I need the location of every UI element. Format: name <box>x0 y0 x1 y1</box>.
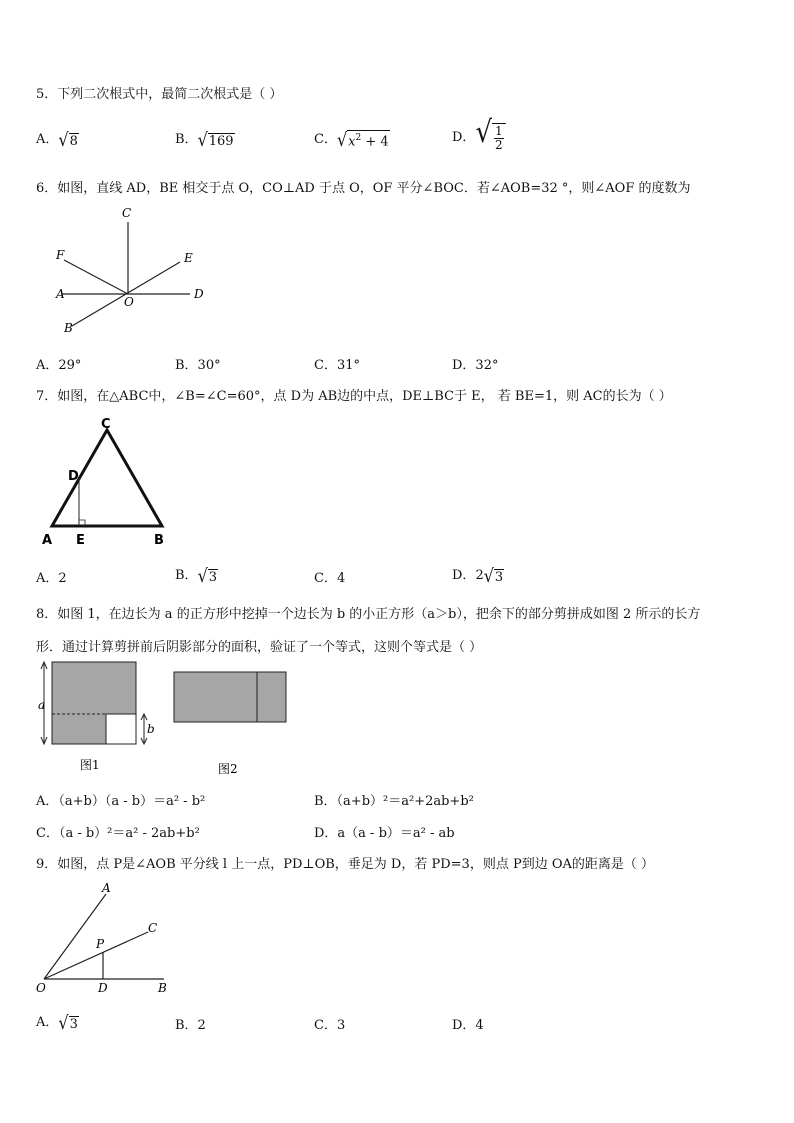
label-c: C <box>101 417 111 432</box>
q8-option-c: C．（a - b）²＝a² - 2ab+b² <box>36 826 200 841</box>
label-o: O <box>124 295 134 309</box>
label-d: D <box>68 469 79 484</box>
sqrt-3: √3 <box>197 564 218 587</box>
sqrt-x2-plus-4: $√x^2 + 4$ <box>336 128 389 151</box>
q9-option-b: B．2 <box>175 1018 206 1033</box>
q5-d-num: 1 <box>495 123 503 138</box>
q7-option-d-coef: 2 <box>475 568 484 583</box>
q5-option-d <box>452 115 506 153</box>
label-fig1: 图1 <box>80 758 100 772</box>
q7-option-c: C．4 <box>314 571 346 586</box>
q7-option-d <box>452 564 504 585</box>
sqrt-3-arg: 3 <box>69 1017 78 1032</box>
q7-option-d-label: D． <box>452 568 476 583</box>
q9-figure <box>30 878 180 998</box>
sqrt-3: √3 <box>483 564 504 587</box>
label-c: C <box>148 921 158 935</box>
label-e: E <box>76 533 85 548</box>
sqrt-3-arg: 3 <box>208 570 218 585</box>
q6-option-a: A．29° <box>36 358 82 373</box>
q7-stem: 7．如图，在△ABC中，∠B=∠C=60°，点 D为 AB边的中点，DE⊥BC于 E， 若 BE=1，则 AC的长为（ ） <box>36 389 672 404</box>
sqrt-3-arg: 3 <box>494 570 504 585</box>
label-o: O <box>36 981 46 995</box>
label-e: E <box>184 251 193 265</box>
q9-option-d: D．4 <box>452 1018 484 1033</box>
q6-option-c: C．31° <box>314 358 360 373</box>
q5-stem: 5．下列二次根式中，最简二次根式是（ ） <box>36 87 283 102</box>
label-d: D <box>98 981 108 995</box>
q9-stem: 9．如图，点 P是∠AOB 平分线 l 上一点，PD⊥OB，垂足为 D，若 PD=3，则点 P到边 OA的距离是（ ） <box>36 857 655 872</box>
label-c: C <box>122 206 132 220</box>
q5-c-rest: + 4 <box>361 134 389 150</box>
q8-stem-line2: 形．通过计算剪拼前后阴影部分的面积，验证了一个等式，这则个等式是（ ） <box>36 640 483 655</box>
q7-option-a: A．2 <box>36 571 67 586</box>
q8-option-b: B．（a+b）²＝a²+2ab+b² <box>314 794 474 809</box>
q5-c-var: x <box>348 134 356 150</box>
small-square <box>106 714 136 744</box>
q5-option-c <box>314 128 390 149</box>
q8-option-d: D．a（a - b）＝a² - ab <box>314 826 455 841</box>
sqrt-169: √169 <box>197 128 234 151</box>
q8-option-a: A．（a+b）（a - b）＝a² - b² <box>36 794 206 809</box>
q5-option-b <box>175 128 235 149</box>
q7-figure <box>38 414 178 550</box>
q6-stem: 6．如图，直线 AD，BE 相交于点 O，CO⊥AD 于点 O，OF 平分∠BOC．若∠AOB=32 °，则∠AOF 的度数为 <box>36 181 691 196</box>
sqrt-169-arg: 169 <box>208 134 234 149</box>
label-b: B <box>158 981 167 995</box>
rectangle <box>174 672 286 722</box>
q6-option-d: D．32° <box>452 358 499 373</box>
label-f: F <box>56 248 65 262</box>
sqrt-8: √8 <box>58 128 78 151</box>
q7-option-b-label: B． <box>175 568 198 583</box>
label-a: A <box>56 287 65 301</box>
label-a: A <box>102 881 111 895</box>
q9-option-a <box>36 1011 79 1032</box>
label-a: A <box>42 533 53 548</box>
label-b: B <box>154 533 164 548</box>
q8-figure-1 <box>30 658 160 778</box>
q5-option-a-label: A． <box>36 132 59 147</box>
sqrt-half: √ $\frac{1}{2}$ <box>475 118 505 153</box>
label-b: B <box>64 321 73 335</box>
q5-option-a <box>36 128 79 149</box>
q6-figure <box>50 202 220 342</box>
q5-option-c-label: C． <box>314 132 337 147</box>
q9-option-a-label: A． <box>36 1015 59 1030</box>
label-fig2: 图2 <box>218 762 238 776</box>
q8-figure-2 <box>170 668 294 780</box>
q9-option-c: C．3 <box>314 1018 346 1033</box>
sqrt-8-arg: 8 <box>69 134 78 149</box>
q7-option-b <box>175 564 218 585</box>
q5-option-d-label: D． <box>452 129 476 145</box>
q5-option-b-label: B． <box>175 132 198 147</box>
label-p: P <box>96 937 105 951</box>
label-a: a <box>38 698 46 712</box>
q8-stem-line1: 8．如图 1，在边长为 a 的正方形中挖掉一个边长为 b 的小正方形（a＞b），把余下的部分剪拼成如图 2 所示的长方 <box>36 607 701 622</box>
q5-d-den: 2 <box>495 137 503 152</box>
sqrt-3: √3 <box>58 1011 78 1034</box>
q6-option-b: B．30° <box>175 358 221 373</box>
line-of <box>64 260 128 294</box>
label-d: D <box>194 287 204 301</box>
label-b: b <box>147 722 155 736</box>
q5-c-exp: 2 <box>355 132 362 143</box>
